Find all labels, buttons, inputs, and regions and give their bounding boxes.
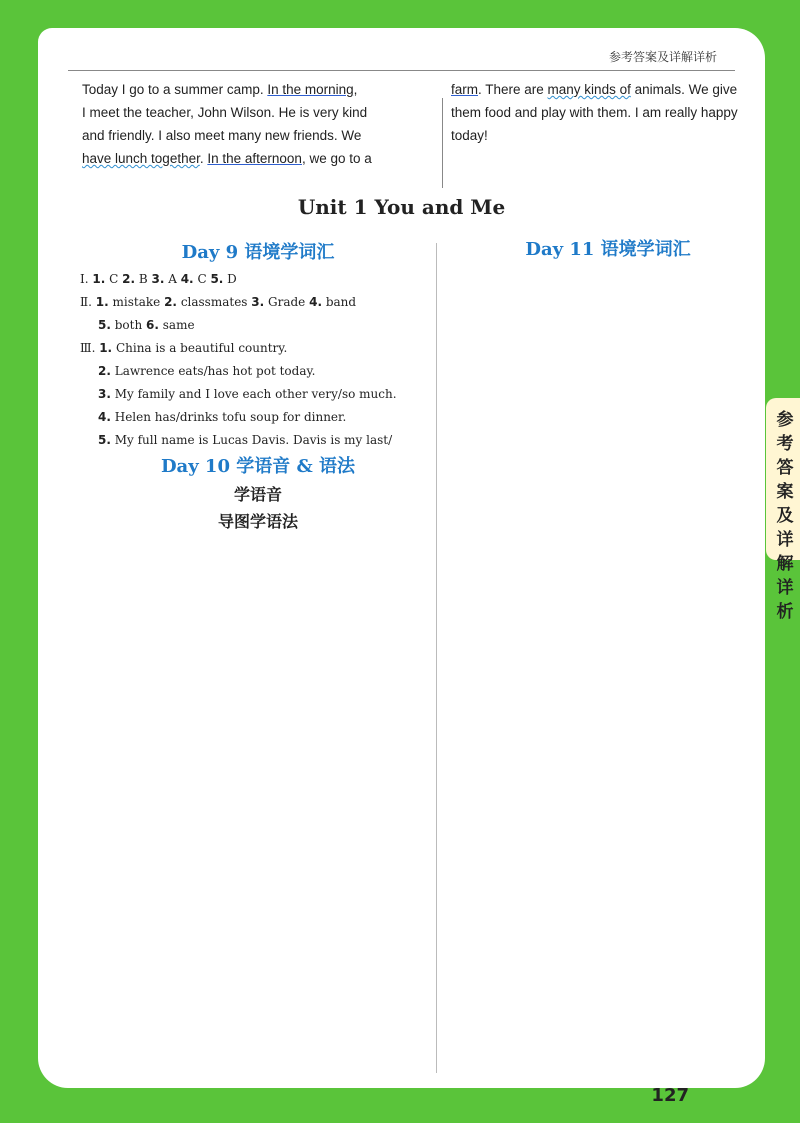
side-tab-label: 参考答案及详解详析	[776, 410, 794, 622]
answer-line: 5. both 6. same	[98, 318, 195, 332]
underlined-phrase: In the morning	[267, 82, 354, 97]
passage-left	[82, 78, 432, 170]
passage-line	[82, 147, 432, 170]
passage-line	[451, 124, 773, 147]
answer-line: 3. My family and I love each other very/so much.	[98, 387, 397, 401]
underlined-phrase: farm	[451, 82, 478, 97]
passage-text: animals. We give	[630, 82, 738, 97]
left-column	[80, 240, 436, 536]
passage-text: ,	[353, 82, 358, 97]
page-number: 127	[651, 1085, 689, 1106]
passage-right	[451, 78, 773, 147]
passage-text: and friendly. I also meet many new friends. We	[82, 128, 362, 143]
underlined-phrase: In the afternoon	[207, 151, 302, 166]
answer-line: 5. My full name is Lucas Davis. Davis is my last/	[98, 433, 393, 447]
passage-line	[451, 78, 773, 101]
passage-text: .	[199, 151, 208, 166]
day9-answers	[80, 268, 436, 452]
header-rule	[68, 70, 735, 71]
answer-line: Ⅲ. 1. China is a beautiful country.	[80, 341, 288, 355]
page-sheet	[38, 28, 765, 1106]
right-column	[444, 233, 772, 265]
answer-line: 2. Lawrence eats/has hot pot today.	[98, 364, 316, 378]
passage-divider	[442, 98, 443, 188]
answer-line: Ⅱ. 1. mistake 2. classmates 3. Grade 4. band	[80, 295, 357, 309]
pronunciation-heading: 学语音	[233, 485, 282, 504]
passage-text: . There are	[478, 82, 548, 97]
day10-heading: Day 10 学语音 & 语法	[160, 456, 356, 477]
side-tab	[766, 398, 800, 622]
answer-line: Ⅰ. 1. C 2. B 3. A 4. C 5. D	[80, 272, 237, 286]
column-divider	[436, 243, 437, 1073]
passage-text: , we go to a	[301, 151, 372, 166]
passage-line	[82, 78, 432, 101]
passage-line	[82, 101, 432, 124]
wavy-underlined-phrase: many kinds of	[547, 82, 631, 97]
passage-text: today!	[451, 128, 488, 143]
passage-line	[82, 124, 432, 147]
passage-text: Today I go to a summer camp.	[82, 82, 268, 97]
passage-text: I meet the teacher, John Wilson. He is very kind	[82, 105, 368, 120]
answer-line: 4. Helen has/drinks tofu soup for dinner.	[98, 410, 347, 424]
day11-heading: Day 11 语境学词汇	[525, 239, 691, 260]
unit-title: Unit 1 You and Me	[297, 195, 506, 219]
running-header: 参考答案及详解详析	[608, 50, 717, 64]
day9-heading: Day 9 语境学词汇	[181, 242, 335, 263]
wavy-underlined-phrase: have lunch together	[82, 151, 200, 166]
passage-text: them food and play with them. I am really happy	[451, 105, 738, 120]
passage-line	[451, 101, 773, 124]
grammar-heading: 导图学语法	[217, 512, 298, 531]
